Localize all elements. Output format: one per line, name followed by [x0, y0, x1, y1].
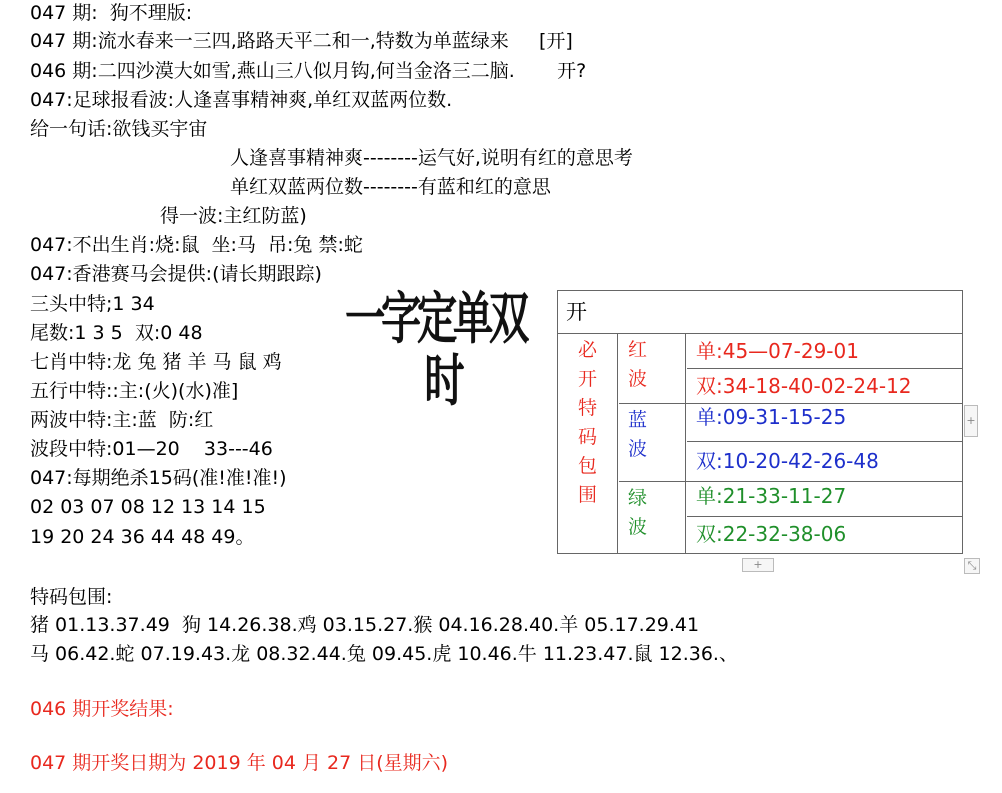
side-label	[558, 334, 618, 554]
draw-date-line: 047 期开奖日期为 2019 年 04 月 27 日(星期六)	[30, 752, 449, 774]
wave-line: 得一波:主红防蓝)	[160, 205, 307, 227]
football-line: 047:足球报看波:人逢喜事精神爽,单红双蓝两位数.	[30, 89, 453, 111]
special-surround-title: 特码包围:	[30, 586, 113, 608]
side-label-char: 围	[577, 484, 597, 506]
side-label-char: 特	[577, 397, 597, 419]
result-046-line: 046 期开奖结果:	[30, 698, 174, 720]
table-header-text: 开	[566, 300, 587, 324]
kill-numbers-title: 047:每期绝杀15码(准!准!准!)	[30, 467, 287, 489]
special-numbers-table	[557, 290, 963, 554]
poem-line-046: 046 期:二四沙漠大如雪,燕山三八似月钩,何当金洛三二脑. 开?	[30, 60, 587, 82]
table-header	[558, 291, 962, 334]
kill-numbers-row-1: 02 03 07 08 12 13 14 15	[30, 496, 266, 518]
head-number-line: 三头中特;1 34	[30, 293, 155, 315]
zodiac-numbers-row-1: 猪 01.13.37.49 狗 14.26.38.鸡 03.15.27.猴 04.16.28.40.羊 05.17.29.41	[30, 614, 700, 636]
add-row-button[interactable]: +	[742, 558, 774, 572]
green-wave-name	[619, 482, 686, 553]
resize-handle-icon[interactable]: ⤡	[964, 558, 980, 574]
side-label-char: 码	[577, 426, 597, 448]
blue-wave-group	[619, 404, 962, 482]
wave-range-line: 波段中特:01—20 33---46	[30, 438, 273, 460]
green-double-row: 双:22-32-38-06	[696, 522, 847, 546]
big-title-line-2: 时	[424, 348, 461, 414]
five-element-line: 五行中特::主:(火)(水)准]	[30, 380, 239, 402]
green-wave-group	[619, 482, 962, 553]
side-label-char: 必	[577, 339, 597, 361]
wave-name-char: 波	[628, 368, 648, 390]
side-label-char: 包	[577, 455, 597, 477]
wave-name-char: 波	[628, 516, 648, 538]
tail-number-line: 尾数:1 3 5 双:0 48	[30, 322, 203, 344]
blue-single-row: 单:09-31-15-25	[687, 404, 962, 442]
big-title	[345, 288, 525, 412]
hint-line: 给一句话:欲钱买宇宙	[30, 118, 208, 140]
zodiac-exclude-line: 047:不出生肖:烧:鼠 坐:马 吊:兔 禁:蛇	[30, 234, 363, 256]
kill-numbers-row-2: 19 20 24 36 44 48 49。	[30, 526, 255, 548]
red-double-row: 双:34-18-40-02-24-12	[696, 374, 912, 398]
zodiac-numbers-row-2: 马 06.42.蛇 07.19.43.龙 08.32.44.兔 09.45.虎 10.46.牛 11.23.47.鼠 12.36.、	[30, 643, 738, 665]
wave-name-char: 绿	[628, 487, 648, 509]
red-wave-group	[619, 334, 962, 404]
poem-line-047: 047 期:流水春来一三四,路路天平二和一,特数为单蓝绿来 [开]	[30, 30, 573, 52]
explain-line-2: 单红双蓝两位数--------有蓝和红的意思	[230, 176, 551, 198]
big-title-line-1: 一字定单双	[345, 286, 525, 352]
blue-wave-name	[619, 404, 686, 481]
side-label-char: 开	[577, 368, 597, 390]
blue-double-row: 双:10-20-42-26-48	[696, 449, 879, 473]
jockey-club-line: 047:香港赛马会提供:(请长期跟踪)	[30, 263, 322, 285]
wave-name-char: 蓝	[628, 409, 648, 431]
wave-name-char: 红	[628, 339, 648, 361]
two-wave-line: 两波中特:主:蓝 防:红	[30, 409, 214, 431]
red-single-row: 单:45—07-29-01	[687, 334, 962, 369]
green-single-row: 单:21-33-11-27	[687, 482, 962, 517]
red-wave-name	[619, 334, 686, 403]
title-line: 047 期: 狗不理版:	[30, 2, 193, 24]
explain-line-1: 人逢喜事精神爽--------运气好,说明有红的意思考	[230, 147, 633, 169]
seven-zodiac-line: 七肖中特:龙 兔 猪 羊 马 鼠 鸡	[30, 351, 282, 373]
add-column-button[interactable]: +	[964, 405, 978, 437]
wave-name-char: 波	[628, 438, 648, 460]
